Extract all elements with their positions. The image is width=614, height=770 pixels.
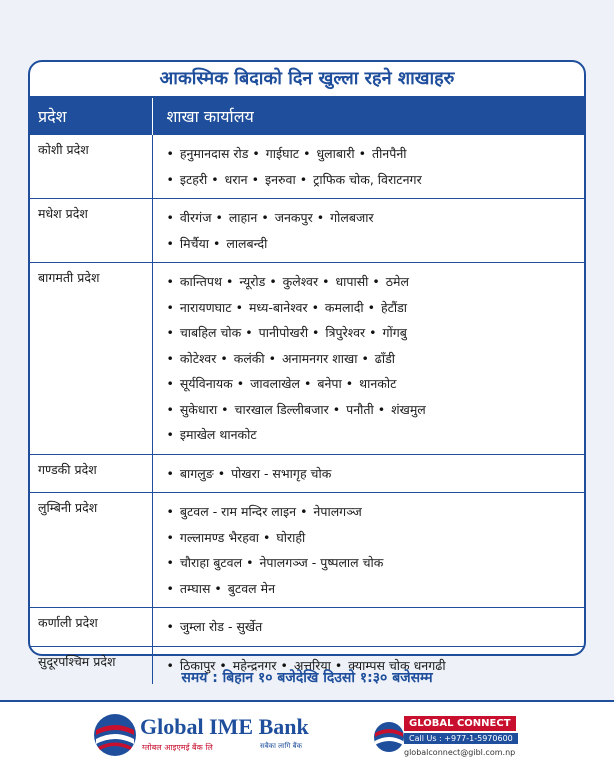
- province-name: बागमती प्रदेश: [30, 263, 152, 455]
- bullet-icon: •: [316, 210, 329, 225]
- branch-name: बनेपा: [317, 376, 342, 391]
- bullet-icon: •: [235, 299, 247, 315]
- branch-name: बागलुङ: [179, 465, 214, 481]
- bank-name-nepali: ग्लोबल आइएमई बैंक लि: [142, 743, 213, 752]
- branch-name: कलंकी: [233, 350, 265, 366]
- branch-name: चाबहिल चोक: [179, 325, 242, 340]
- bullet-icon: •: [334, 657, 347, 673]
- branch-name: सुकेधारा: [179, 401, 218, 417]
- bullet-icon: •: [299, 171, 312, 187]
- branch-line: [167, 499, 579, 525]
- branch-name: हेटौंडा: [380, 299, 408, 315]
- bullet-icon: •: [304, 376, 316, 391]
- branch-name: अनामनगर शाखा: [281, 350, 358, 366]
- bullet-icon: •: [166, 401, 178, 417]
- footer: [0, 700, 614, 770]
- bullet-icon: •: [214, 580, 226, 596]
- table-row: [30, 199, 584, 263]
- branch-name: कोटेश्वर: [179, 350, 217, 366]
- branch-name: ट्राफिक चोक, विराटनगर: [313, 171, 422, 187]
- bullet-icon: •: [367, 299, 379, 315]
- branch-name: चारखाल डिल्लीबजार: [234, 401, 329, 417]
- bullet-icon: •: [217, 465, 230, 481]
- branch-name: तीनपैनी: [371, 146, 407, 161]
- branch-line: [167, 614, 579, 640]
- bullet-icon: •: [166, 350, 178, 366]
- branch-name: त्रिपुरेश्वर: [325, 325, 366, 340]
- branch-name: जनकपुर: [274, 210, 313, 225]
- branch-name: वीरगंज: [179, 210, 212, 225]
- bullet-icon: •: [166, 555, 178, 570]
- branch-name: बुटवल मेन: [227, 580, 276, 596]
- branch-name: सूर्यविनायक: [179, 376, 233, 391]
- bullet-icon: •: [166, 274, 178, 289]
- bullet-icon: •: [377, 401, 390, 417]
- table-row: [30, 135, 584, 199]
- branch-line: [167, 346, 579, 372]
- bullet-icon: •: [251, 171, 263, 187]
- branch-name: इटहरी: [179, 171, 208, 187]
- bullet-icon: •: [166, 210, 178, 225]
- bullet-icon: •: [358, 146, 370, 161]
- branch-list-card: [28, 60, 586, 673]
- branch-line: [167, 576, 579, 602]
- bullet-icon: •: [166, 235, 178, 251]
- province-name: मधेश प्रदेश: [30, 199, 152, 263]
- branch-line: [167, 295, 579, 321]
- branch-name: कुलेश्वर: [282, 274, 319, 289]
- bullet-icon: •: [166, 171, 178, 187]
- branch-cell: [152, 454, 584, 493]
- bullet-icon: •: [166, 325, 178, 340]
- branch-name: लालबन्दी: [226, 235, 268, 251]
- branch-name: ढाँडी: [374, 350, 395, 366]
- branch-name: धुलाबारी: [316, 146, 355, 161]
- page-title: आकस्मिक बिदाको दिन खुल्ला रहने शाखाहरु: [30, 62, 584, 98]
- branch-name: अत्तरिया: [293, 657, 331, 673]
- bullet-icon: •: [236, 376, 249, 391]
- bank-name: Global IME Bank: [140, 714, 309, 739]
- table-row: [30, 454, 584, 493]
- branch-line: [167, 205, 579, 231]
- bullet-icon: •: [372, 274, 384, 289]
- branch-name: घोराही: [276, 529, 306, 545]
- call-us-number[interactable]: Call Us : +977-1-5970600: [404, 733, 518, 744]
- service-hours: समय : बिहान १० बजेदेखि दिउसो १:३० बजेसम्म: [181, 670, 433, 686]
- bullet-icon: •: [166, 580, 178, 596]
- bullet-icon: •: [221, 401, 233, 417]
- bullet-icon: •: [311, 299, 323, 315]
- branch-name: क्याम्पस चोक धनगढी: [348, 657, 446, 673]
- branch-name: धापासी: [335, 274, 369, 289]
- table-row: [30, 608, 584, 647]
- table-row: [30, 263, 584, 455]
- branch-line: [167, 269, 579, 295]
- bullet-icon: •: [261, 210, 273, 225]
- bullet-icon: •: [252, 146, 264, 161]
- table-header-row: [30, 98, 584, 135]
- branch-cell: [152, 493, 584, 608]
- branches-header: शाखा कार्यालय: [152, 98, 584, 135]
- bullet-icon: •: [211, 171, 223, 187]
- branch-name: इमाखेल थानकोट: [179, 427, 257, 442]
- province-name: कोशी प्रदेश: [30, 135, 152, 199]
- branch-name: पोखरा - सभागृह चोक: [231, 465, 332, 481]
- branch-name: मध्य-बानेश्वर: [248, 299, 308, 315]
- branch-line: [167, 550, 579, 576]
- global-connect-label: GLOBAL CONNECT: [404, 716, 516, 731]
- branch-name: नेपालगञ्ज: [313, 504, 362, 519]
- branch-name: जुम्ला रोड - सुर्खेत: [179, 619, 263, 634]
- bullet-icon: •: [219, 657, 231, 673]
- bullet-icon: •: [225, 274, 238, 289]
- branch-name: जावलाखेल: [250, 376, 301, 391]
- branch-name: गोंगबु: [382, 325, 407, 340]
- bullet-icon: •: [166, 146, 178, 161]
- bullet-icon: •: [312, 325, 324, 340]
- branch-name: गोलबजार: [330, 210, 374, 225]
- bullet-icon: •: [280, 657, 292, 673]
- branch-name: तम्घास: [179, 580, 211, 596]
- bullet-icon: •: [166, 376, 178, 391]
- global-connect-logo-icon: [372, 720, 406, 754]
- branch-line: [167, 320, 579, 346]
- branch-name: कान्तिपथ: [179, 274, 222, 289]
- branch-name: नारायणघाट: [179, 299, 232, 315]
- branch-name: शंखमुल: [391, 401, 426, 417]
- branch-name: ठिकापुर: [179, 657, 216, 673]
- bullet-icon: •: [166, 465, 178, 481]
- bullet-icon: •: [220, 350, 232, 366]
- branch-name: चौराहा बुटवल: [179, 555, 243, 570]
- bullet-icon: •: [212, 235, 225, 251]
- branch-name: लाहान: [228, 210, 258, 225]
- branch-cell: [152, 135, 584, 199]
- bullet-icon: •: [166, 504, 178, 519]
- branch-name: पानीपोखरी: [258, 325, 309, 340]
- branch-name: ठमेल: [385, 274, 409, 289]
- province-name: गण्डकी प्रदेश: [30, 454, 152, 493]
- branch-table: [30, 98, 584, 684]
- branch-name: इनरुवा: [264, 171, 296, 187]
- branch-line: [167, 525, 579, 551]
- bullet-icon: •: [369, 325, 381, 340]
- bullet-icon: •: [268, 350, 280, 366]
- bullet-icon: •: [245, 325, 257, 340]
- table-row: [30, 493, 584, 608]
- bullet-icon: •: [166, 427, 178, 442]
- branch-line: [167, 141, 579, 167]
- branch-name: गल्लामण्ड भैरहवा: [179, 529, 260, 545]
- contact-email[interactable]: globalconnect@gibl.com.np: [404, 748, 516, 757]
- province-name: लुम्बिनी प्रदेश: [30, 493, 152, 608]
- branch-name: थानकोट: [359, 376, 397, 391]
- bullet-icon: •: [166, 657, 178, 673]
- bullet-icon: •: [303, 146, 315, 161]
- province-name: कर्णाली प्रदेश: [30, 608, 152, 647]
- branch-name: हनुमानदास रोड: [179, 146, 249, 161]
- branch-cell: [152, 608, 584, 647]
- branch-name: गाईघाट: [265, 146, 300, 161]
- province-header: प्रदेश: [30, 98, 152, 135]
- bullet-icon: •: [332, 401, 345, 417]
- bullet-icon: •: [166, 529, 178, 545]
- bullet-icon: •: [166, 299, 178, 315]
- bullet-icon: •: [322, 274, 334, 289]
- bullet-icon: •: [345, 376, 358, 391]
- branch-cell: [152, 263, 584, 455]
- bullet-icon: •: [215, 210, 227, 225]
- bullet-icon: •: [300, 504, 312, 519]
- branch-line: [167, 167, 579, 193]
- branch-line: [167, 231, 579, 257]
- branch-cell: [152, 199, 584, 263]
- bullet-icon: •: [361, 350, 373, 366]
- branch-line: [167, 371, 579, 397]
- branch-name: कमलादी: [324, 299, 364, 315]
- branch-line: [167, 422, 579, 448]
- bullet-icon: •: [263, 529, 275, 545]
- bullet-icon: •: [166, 619, 178, 634]
- branch-name: बुटवल - राम मन्दिर लाइन: [179, 504, 297, 519]
- branch-name: धरान: [224, 171, 248, 187]
- branch-name: महेन्द्रनगर: [232, 657, 277, 673]
- branch-name: न्यूरोड: [239, 274, 266, 289]
- branch-line: [167, 397, 579, 423]
- branch-line: [167, 461, 579, 487]
- bullet-icon: •: [269, 274, 281, 289]
- province-name: सुदूरपश्चिम प्रदेश: [30, 646, 152, 684]
- branch-name: मिर्चैया: [179, 235, 209, 251]
- bullet-icon: •: [246, 555, 258, 570]
- branch-name: पनौती: [346, 401, 374, 417]
- globe-logo-icon: [92, 712, 138, 758]
- branch-name: नेपालगञ्ज - पुष्पलाल चोक: [259, 555, 384, 570]
- bank-tagline: सबैका लागि बैंक: [260, 742, 303, 750]
